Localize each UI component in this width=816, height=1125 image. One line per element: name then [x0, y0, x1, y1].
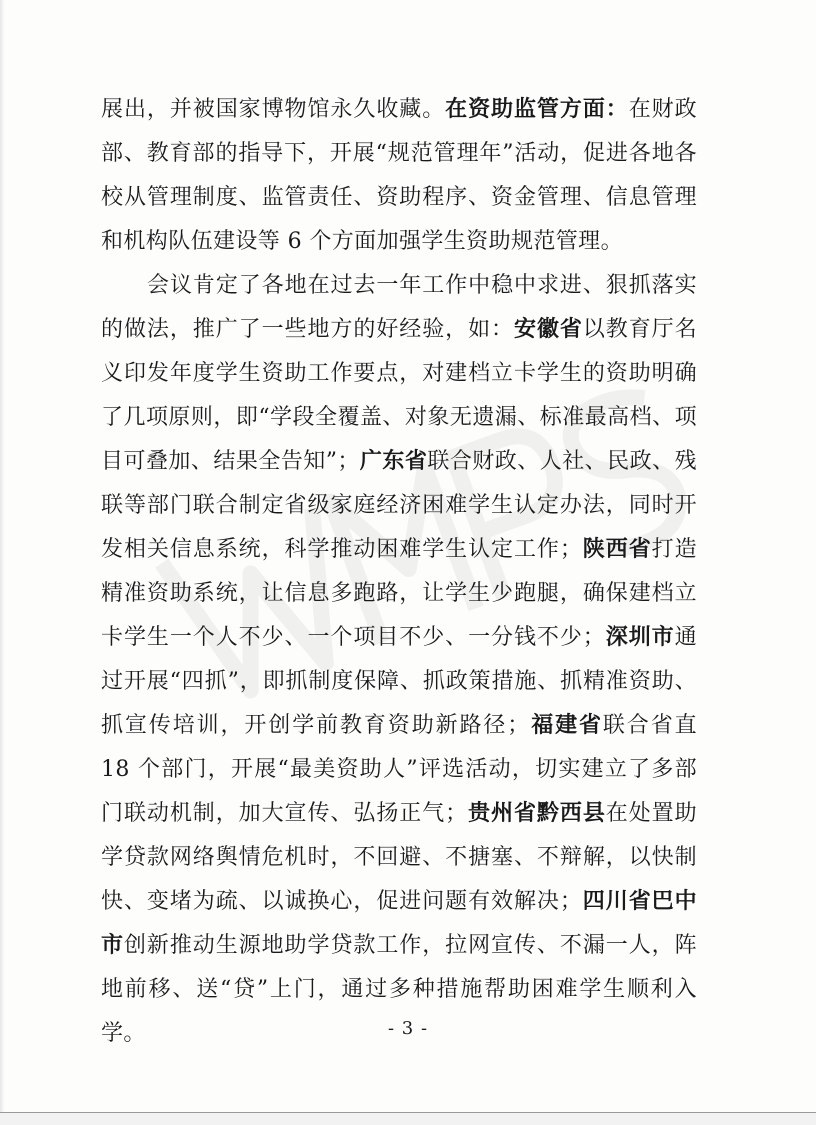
bold-heading-text: 在资助监管方面：: [445, 97, 629, 122]
body-text: 以教育厅名义印发年度学生资助工作要点，对建档立卡学生的资助明确了几项原则，即“学段全覆盖、对象无遗漏、标准最高档、项目可叠加、结果全告知”；: [101, 317, 698, 474]
body-text: 创新推动生源地助学贷款工作，拉网宣传、不漏一人，阵地前移、送“贷”上门，通过多种措施帮助困难学生顺利入学。: [101, 933, 697, 1046]
body-text: 展出，并被国家博物馆永久收藏。: [101, 97, 446, 122]
paragraph: [101, 264, 697, 1056]
body-text: 通过开展“四抓”，即抓制度保障、抓政策措施、抓精准资助、抓宣传培训，开创学前教育资助新路径；: [101, 625, 697, 738]
body-text: 打造精准资助系统，让信息多跑路，让学生少跑腿，确保建档立卡学生一个人不少、一个项目不少、一分钱不少；: [101, 537, 697, 650]
bold-heading-text: 安徽省: [513, 317, 583, 342]
body-text: 在财政部、教育部的指导下，开展“规范管理年”活动，促进各地各校从管理制度、监管责任、资助程序、资金管理、信息管理和机构队伍建设等 6 个方面加强学生资助规范管理。: [101, 97, 697, 254]
bold-heading-text: 贵州省黔西县: [467, 801, 606, 826]
page-number: - 3 -: [387, 1018, 429, 1039]
body-text: 会议肯定了各地在过去一年工作中稳中求进、狠抓落实的做法，推广了一些地方的好经验，如：: [101, 273, 697, 342]
bold-heading-text: 四川省巴中市: [101, 889, 697, 958]
body-text: 联合财政、人社、民政、残联等部门联合制定省级家庭经济困难学生认定办法，同时开发相关信息系统，科学推动困难学生认定工作；: [101, 449, 697, 562]
paragraph: [101, 88, 697, 264]
document-body: [101, 88, 697, 1056]
body-text: 在处置助学贷款网络舆情危机时，不回避、不搪塞、不辩解，以快制快、变堵为疏、以诚换心，促进问题有效解决；: [101, 801, 697, 914]
scan-edge-left: [0, 0, 5, 1124]
bold-heading-text: 深圳市: [605, 625, 675, 650]
bold-heading-text: 陕西省: [582, 537, 652, 562]
body-text: 联合省直 18 个部门，开展“最美资助人”评选活动，切实建立了多部门联动机制，加大宣传、弘扬正气；: [101, 713, 698, 826]
bold-heading-text: 福建省: [529, 713, 603, 738]
scan-edge-bottom: [0, 1112, 816, 1125]
bold-heading-text: 广东省: [359, 449, 428, 474]
